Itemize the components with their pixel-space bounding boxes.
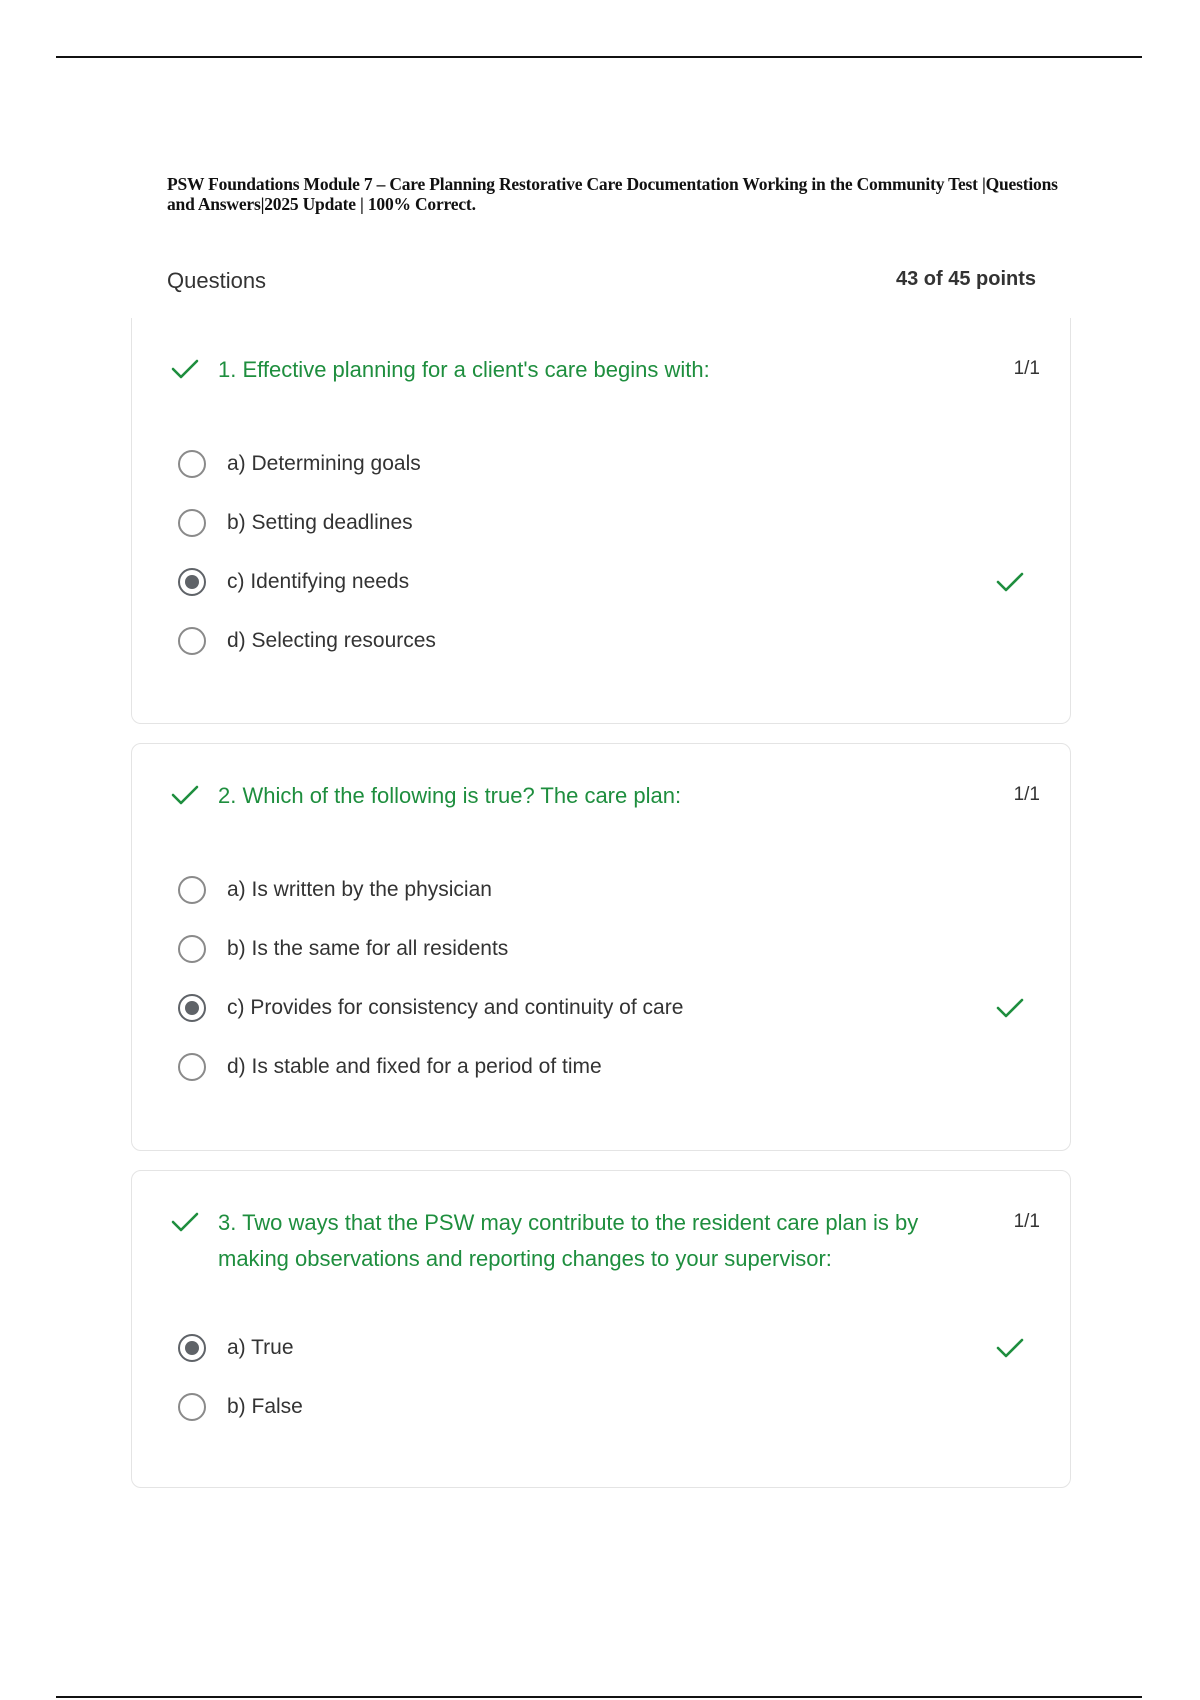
option-item[interactable]	[178, 566, 1025, 598]
question-header	[170, 784, 1040, 814]
option-item[interactable]	[178, 625, 1025, 657]
option-label: d) Is stable and fixed for a period of time	[227, 1055, 602, 1078]
option-item[interactable]	[178, 1332, 1025, 1364]
question-card-2	[131, 743, 1071, 1151]
question-header	[170, 358, 1040, 388]
option-item[interactable]	[178, 448, 1025, 480]
correct-answer-check-icon	[995, 1335, 1025, 1361]
question-points: 1/1	[1013, 784, 1040, 805]
question-points: 1/1	[1013, 1211, 1040, 1232]
question-header	[170, 1211, 1040, 1277]
top-rule	[56, 56, 1142, 58]
correct-check-icon	[170, 1209, 200, 1235]
radio-button-selected[interactable]	[178, 568, 206, 596]
correct-check-icon	[170, 356, 200, 382]
option-label: b) Setting deadlines	[227, 511, 413, 534]
radio-button[interactable]	[178, 876, 206, 904]
radio-button[interactable]	[178, 1053, 206, 1081]
option-label: a) Determining goals	[227, 452, 421, 475]
radio-button[interactable]	[178, 627, 206, 655]
total-score: 43 of 45 points	[895, 268, 1036, 290]
radio-button[interactable]	[178, 935, 206, 963]
option-item[interactable]	[178, 1391, 1025, 1423]
correct-answer-check-icon	[995, 995, 1025, 1021]
correct-check-icon	[170, 782, 200, 808]
bottom-rule	[56, 1696, 1142, 1698]
question-card-1	[131, 318, 1071, 724]
option-item[interactable]	[178, 874, 1025, 906]
radio-button-selected[interactable]	[178, 994, 206, 1022]
radio-button[interactable]	[178, 450, 206, 478]
radio-button-selected[interactable]	[178, 1334, 206, 1362]
option-label: b) Is the same for all residents	[227, 937, 509, 960]
option-label: b) False	[227, 1395, 303, 1418]
option-item[interactable]	[178, 1051, 1025, 1083]
option-label: a) True	[227, 1336, 294, 1359]
question-text: 3. Two ways that the PSW may contribute to the resident care plan is by making observations and reporting changes to your supervisor:	[218, 1210, 919, 1271]
option-label: d) Selecting resources	[227, 629, 436, 652]
question-text: 1. Effective planning for a client's care begins with:	[218, 357, 710, 382]
option-label: a) Is written by the physician	[227, 878, 492, 901]
option-label: c) Identifying needs	[227, 570, 410, 593]
option-item[interactable]	[178, 933, 1025, 965]
correct-answer-check-icon	[995, 569, 1025, 595]
question-text: 2. Which of the following is true? The care plan:	[218, 783, 682, 808]
radio-button[interactable]	[178, 509, 206, 537]
option-label: c) Provides for consistency and continuity of care	[227, 996, 684, 1019]
question-card-3	[131, 1170, 1071, 1488]
option-item[interactable]	[178, 992, 1025, 1024]
question-points: 1/1	[1013, 358, 1040, 379]
option-item[interactable]	[178, 507, 1025, 539]
document-title: PSW Foundations Module 7 – Care Planning Restorative Care Documentation Working in the Community Test |Questions and Answers|2025 Update | 100% Correct.	[167, 174, 1058, 214]
questions-heading: Questions	[167, 268, 267, 293]
radio-button[interactable]	[178, 1393, 206, 1421]
